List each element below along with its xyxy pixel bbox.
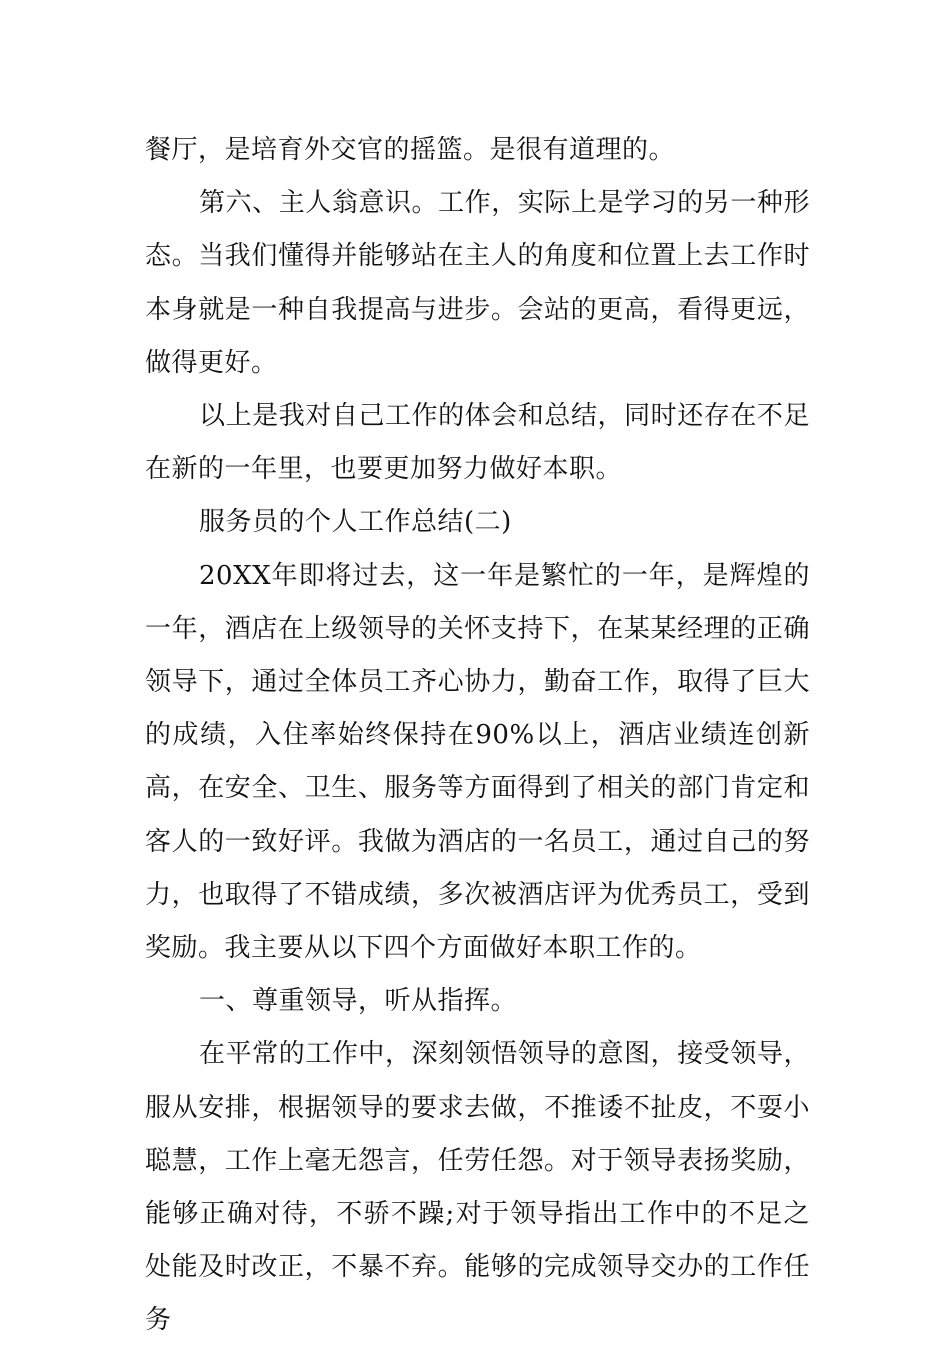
paragraph-2: 第六、主人翁意识。工作，实际上是学习的另一种形态。当我们懂得并能够站在主人的角度和位置上去工作时本身就是一种自我提高与进步。会站的更高，看得更远，做得更好。 <box>145 188 810 378</box>
paragraph-3: 以上是我对自己工作的体会和总结，同时还存在不足在新的一年里，也要更加努力做好本职。 <box>145 401 810 485</box>
paragraph-4: 20XX年即将过去，这一年是繁忙的一年，是辉煌的一年，酒店在上级领导的关怀支持下，在某某经理的正确领导下，通过全体员工齐心协力，勤奋工作，取得了巨大的成绩，入住率始终保持在90%以上，酒店业绩连创新高，在安全、卫生、服务等方面得到了相关的部门肯定和客人的一致好评。我做为酒店的一名员工，通过自己的努力，也取得了不错成绩，多次被酒店评为优秀员工，受到奖励。我主要从以下四个方面做好本职工作的。 <box>145 560 810 964</box>
section-heading: 服务员的个人工作总结(二) <box>199 507 512 538</box>
document-body <box>145 124 810 1348</box>
paragraph-1: 餐厅，是培育外交官的摇篮。是很有道理的。 <box>145 135 676 165</box>
subheading-1: 一、尊重领导，听从指挥。 <box>199 986 518 1017</box>
paragraph-5: 在平常的工作中，深刻领悟领导的意图，接受领导，服从安排，根据领导的要求去做，不推诿不扯皮，不耍小聪慧，工作上毫无怨言，任劳任怨。对于领导表扬奖励，能够正确对待，不骄不躁;对于领导指出工作中的不足之处能及时改正，不暴不弃。能够的完成领导交办的工作任务 <box>145 1039 810 1336</box>
